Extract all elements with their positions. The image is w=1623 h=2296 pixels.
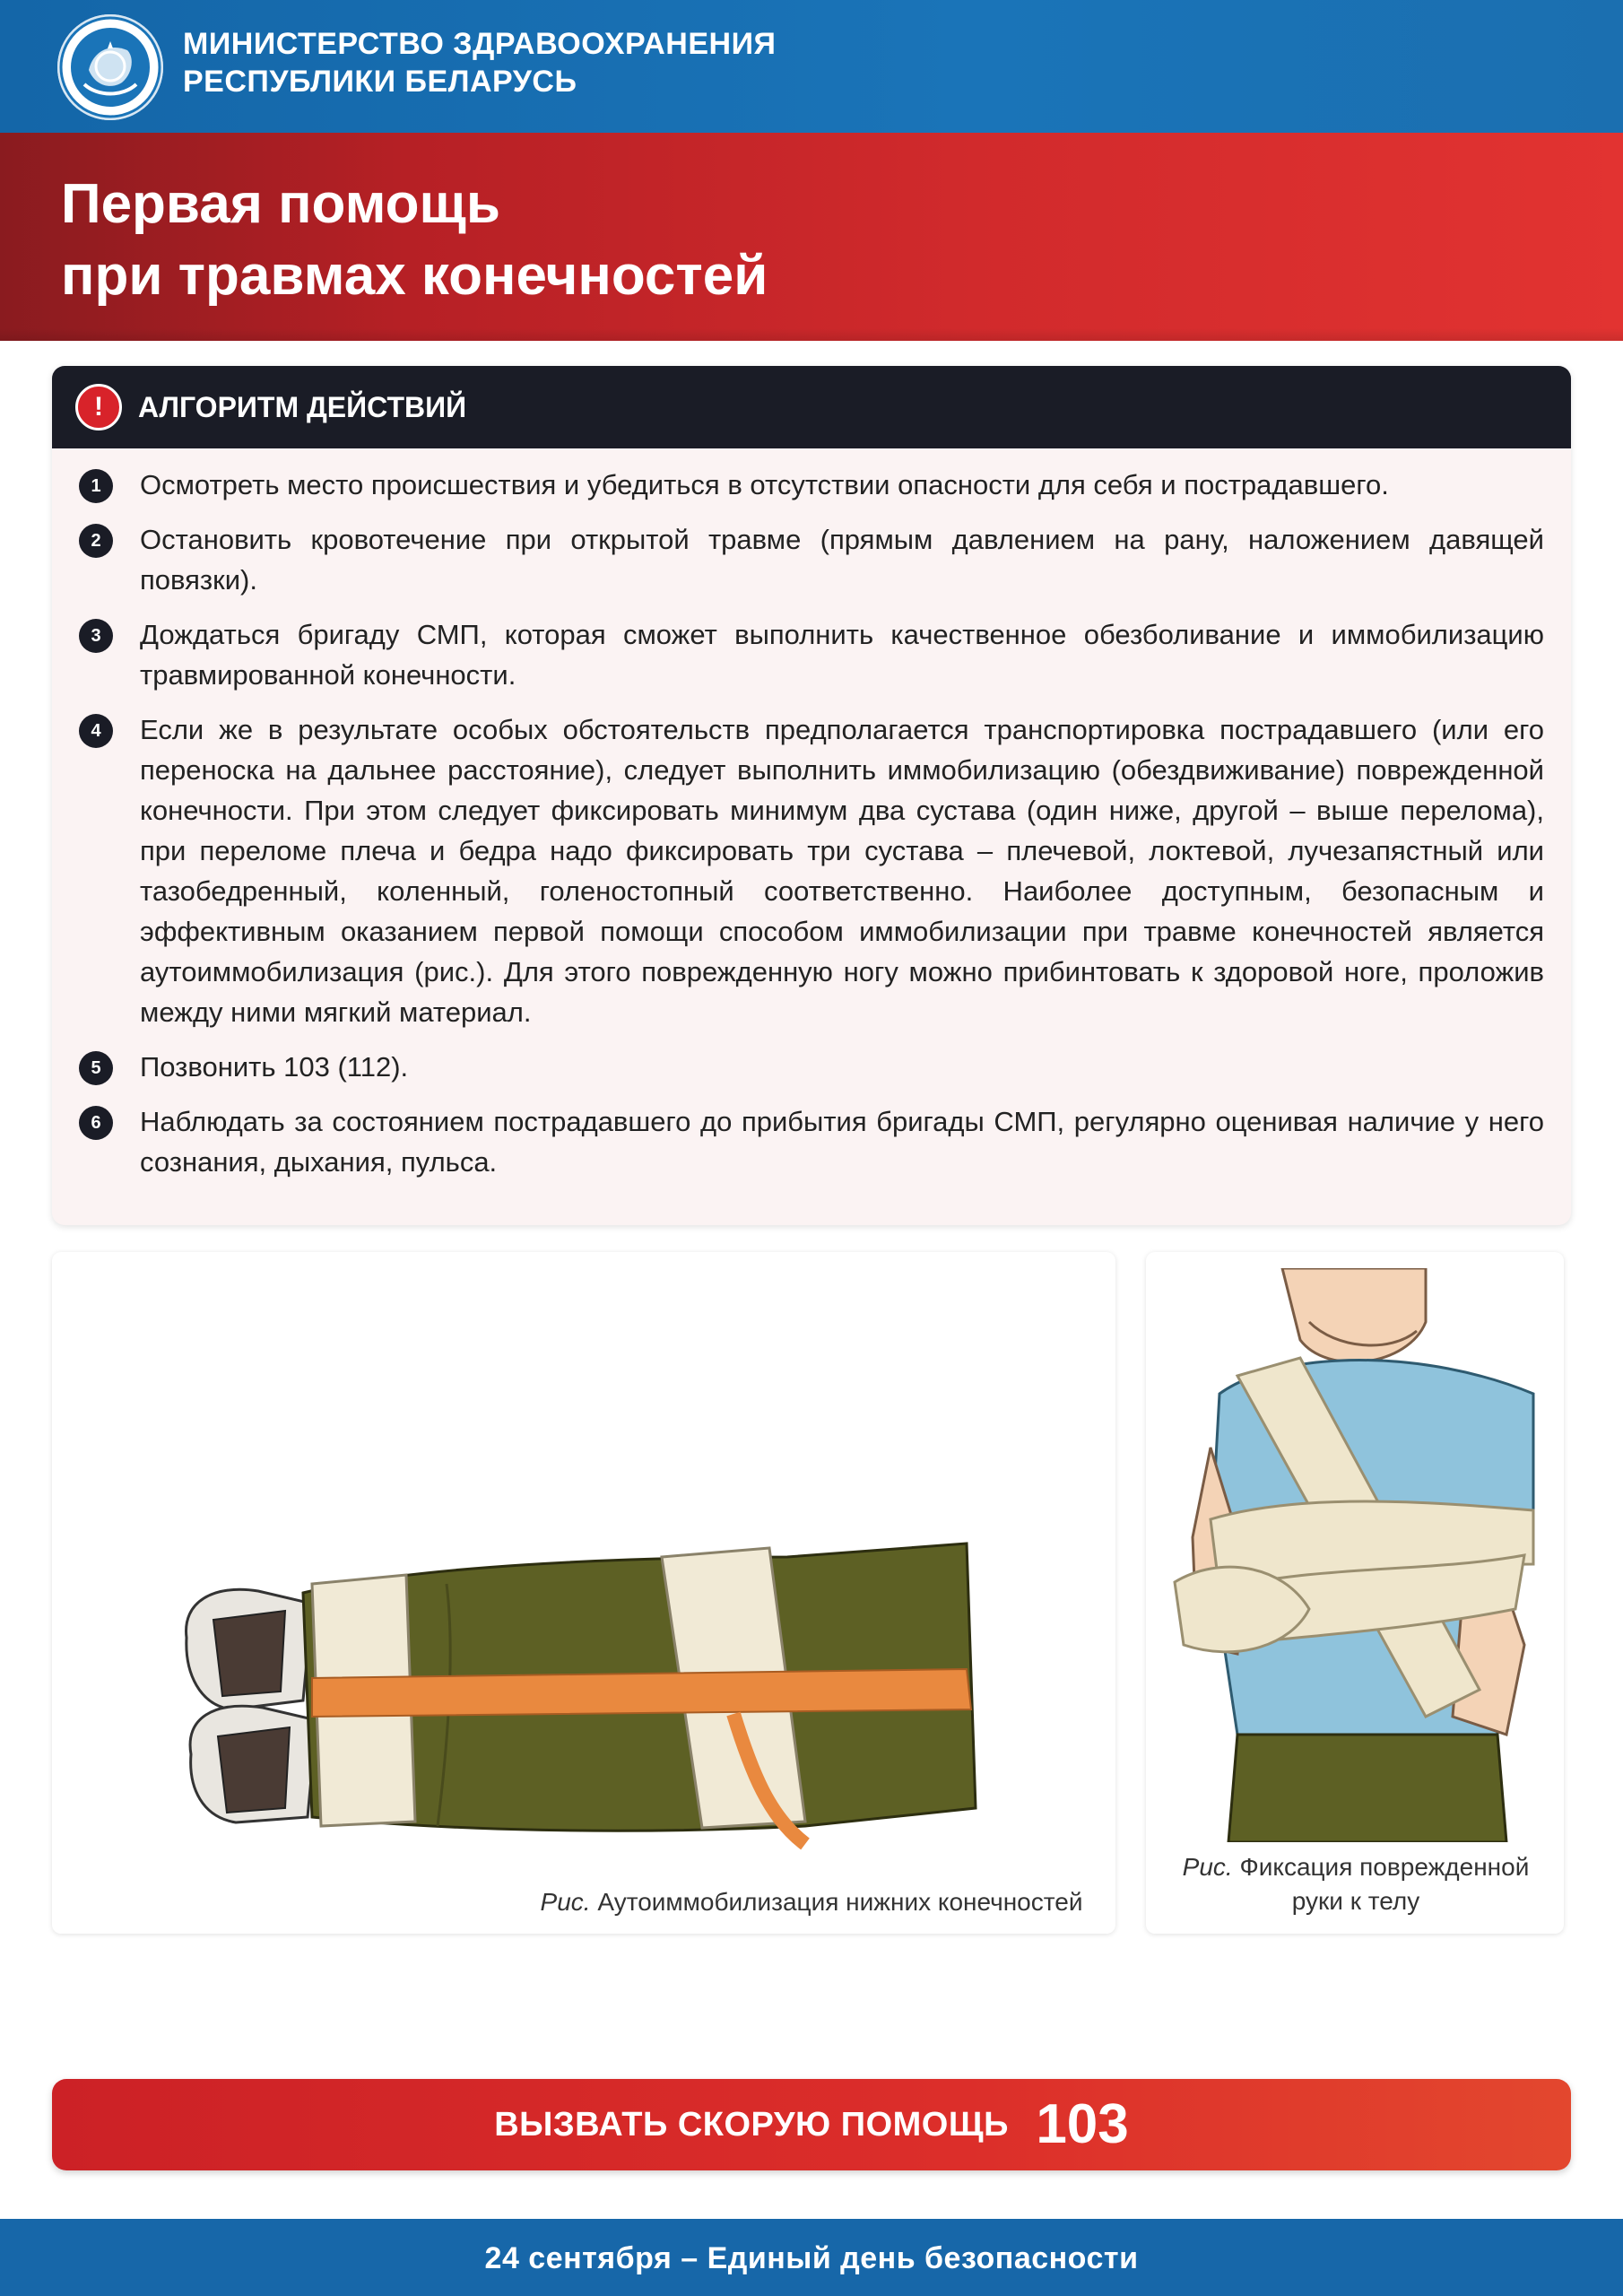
step-text: Позвонить 103 (112). [140,1051,409,1083]
steps-list [52,465,1571,1196]
step-number: 4 [79,714,113,748]
step-number: 5 [79,1051,113,1085]
step-number: 1 [79,469,113,503]
step-item [52,709,1571,1032]
step-item [52,465,1571,505]
figure-arm-caption-line-1: Фиксация поврежденной [1239,1853,1530,1881]
footer-text: 24 сентября – Единый день безопасности [484,2241,1139,2275]
step-number: 3 [79,619,113,653]
call-ambulance-banner [52,2079,1571,2170]
step-text: Остановить кровотечение при открытой травме (прямым давлением на рану, наложением давящей повязки). [140,524,1544,596]
ministry-line-1: МИНИСТЕРСТВО ЗДРАВООХРАНЕНИЯ [183,27,777,61]
step-item [52,614,1571,695]
step-item [52,1047,1571,1087]
step-text: Наблюдать за состоянием пострадавшего до прибытия бригады СМП, регулярно оценивая наличие у него сознания, дыхания, пульса. [140,1106,1544,1178]
ministry-line-2: РЕСПУБЛИКИ БЕЛАРУСЬ [183,65,577,99]
ministry-name [183,25,776,100]
legs-immobilization-illustration [178,1521,1056,1880]
call-ambulance-label: ВЫЗВАТЬ СКОРУЮ ПОМОЩЬ [494,2106,1009,2144]
figure-arm-caption-prefix: Рис. [1182,1853,1233,1881]
figure-arm-caption [1157,1850,1555,1918]
figure-arm-caption-line-2: руки к телу [1291,1887,1420,1915]
step-text: Дождаться бригаду СМП, которая сможет выполнить качественное обезболивание и иммобилизацию травмированной конечности. [140,619,1544,691]
ministry-header [0,0,1623,133]
step-item [52,519,1571,600]
step-item [52,1101,1571,1182]
step-text: Осмотреть место происшествия и убедиться в отсутствии опасности для себя и пострадавшего. [140,469,1389,500]
belarus-emblem-icon [57,14,163,120]
figure-legs-caption-prefix: Рис. [540,1888,591,1916]
title-line-2: при травмах конечностей [61,245,768,307]
page-title [61,169,768,312]
algorithm-heading: АЛГОРИТМ ДЕЙСТВИЙ [138,391,467,423]
step-number: 2 [79,524,113,558]
footer-bar [0,2219,1623,2296]
figure-legs-caption-text: Аутоиммобилизация нижних конечностей [597,1888,1083,1916]
exclamation-icon: ! [75,384,122,430]
algorithm-header [52,366,1571,448]
title-banner [0,133,1623,341]
title-line-1: Первая помощь [61,173,500,235]
algorithm-card [52,366,1571,1225]
call-ambulance-number: 103 [1036,2093,1129,2155]
step-text: Если же в результате особых обстоятельств предполагается транспортировка пострадавшего (или его переноска на дальнее расстояние), следует выполнить иммобилизацию (обездвиживание) поврежденной конечности. При этом следует фиксировать минимум два сустава (один ниже, другой – выше перелома), при переломе плеча и бедра надо фиксировать три сустава – плечевой, локтевой, лучезапястный или тазобедренный, коленный, голеностопный соответственно. Наиболее доступным, безопасным и эффективным оказанием первой помощи способом иммобилизации при травме конечностей является аутоиммобилизация (рис.). Для этого поврежденную ногу можно прибинтовать к здоровой ноге, проложив между ними мягкий материал. [140,714,1544,1028]
figure-arm-card [1146,1252,1564,1934]
arm-fixation-illustration [1157,1268,1551,1842]
step-number: 6 [79,1106,113,1140]
figure-legs-card [52,1252,1115,1934]
